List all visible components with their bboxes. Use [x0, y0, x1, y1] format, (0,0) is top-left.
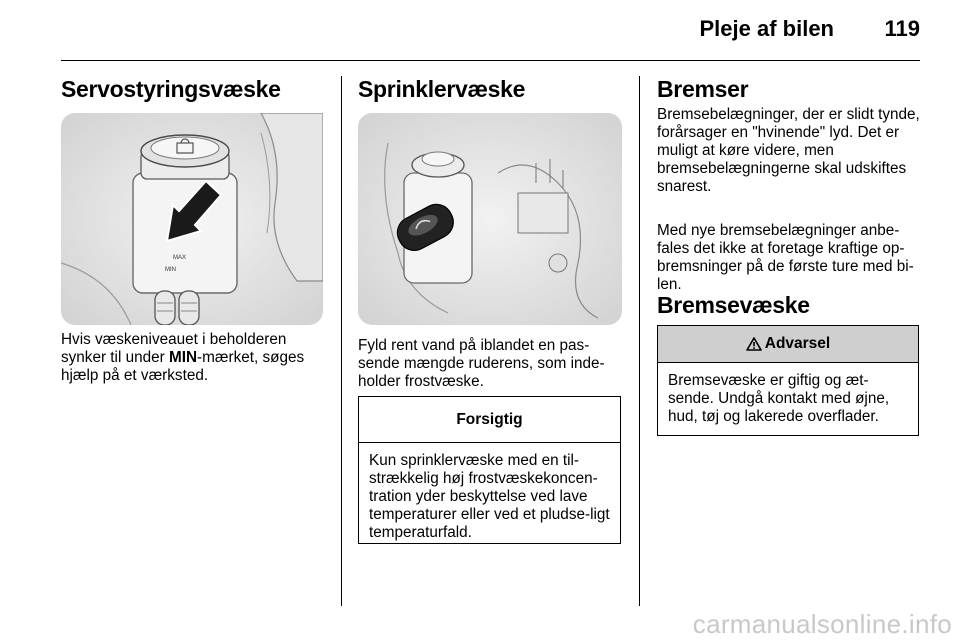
page-header-title: Pleje af bilen [699, 16, 834, 41]
washer-fluid-reservoir-illustration [358, 113, 622, 325]
warning-box [657, 325, 919, 436]
section-heading-servostyringsvaeske: Servostyringsvæske [61, 76, 281, 102]
column-divider [639, 76, 640, 606]
warning-text: Bremsevæske er giftig og æt-sende. Undgå kontakt med øjne, hud, tøj og lakerede overflader. [668, 372, 890, 425]
caution-title: Forsigtig [359, 397, 620, 443]
brakes-paragraph-2: Med nye bremsebelægninger anbe-fales det ikke at foretage kraftige op-bremsninger på de første ture med bi-len. [657, 222, 914, 293]
column-divider [341, 76, 342, 606]
caution-text: Kun sprinklervæske med en til-strækkelig høj frostvæskekoncen-tration yder beskyttelse ved lave temperaturer eller ved et pludse-ligt temperaturfald. [369, 452, 610, 541]
reservoir-min-marking: MIN [165, 267, 176, 273]
warning-title: Advarsel [764, 335, 831, 352]
reservoir-max-marking: MAX [173, 255, 187, 261]
power-steering-reservoir-illustration [61, 113, 323, 325]
servo-fluid-paragraph: Hvis væskeniveauet i beholderen synker til under MIN-mærket, søges hjælp på et værksted. [61, 331, 305, 384]
min-marker-label: MIN [168, 349, 198, 366]
section-heading-bremsevaeske: Bremsevæske [657, 292, 810, 318]
header-rule [61, 60, 920, 61]
warning-triangle-icon [746, 337, 762, 351]
warning-header [658, 326, 918, 363]
section-heading-bremser: Bremser [657, 76, 749, 102]
section-heading-sprinklervaeske: Sprinklervæske [358, 76, 526, 102]
page-number: 119 [884, 16, 920, 41]
brakes-paragraph-1: Bremsebelægninger, der er slidt tynde, forårsager en "hvinende" lyd. Det er muligt at køre videre, men bremsebelægningerne skal udskiftes snarest. [657, 106, 920, 195]
watermark: carmanualsonline.info [692, 609, 952, 639]
washer-fluid-paragraph: Fyld rent vand på iblandet en pas-sende mængde ruderens, som inde-holder frostvæske. [358, 337, 605, 390]
caution-box [358, 396, 621, 544]
